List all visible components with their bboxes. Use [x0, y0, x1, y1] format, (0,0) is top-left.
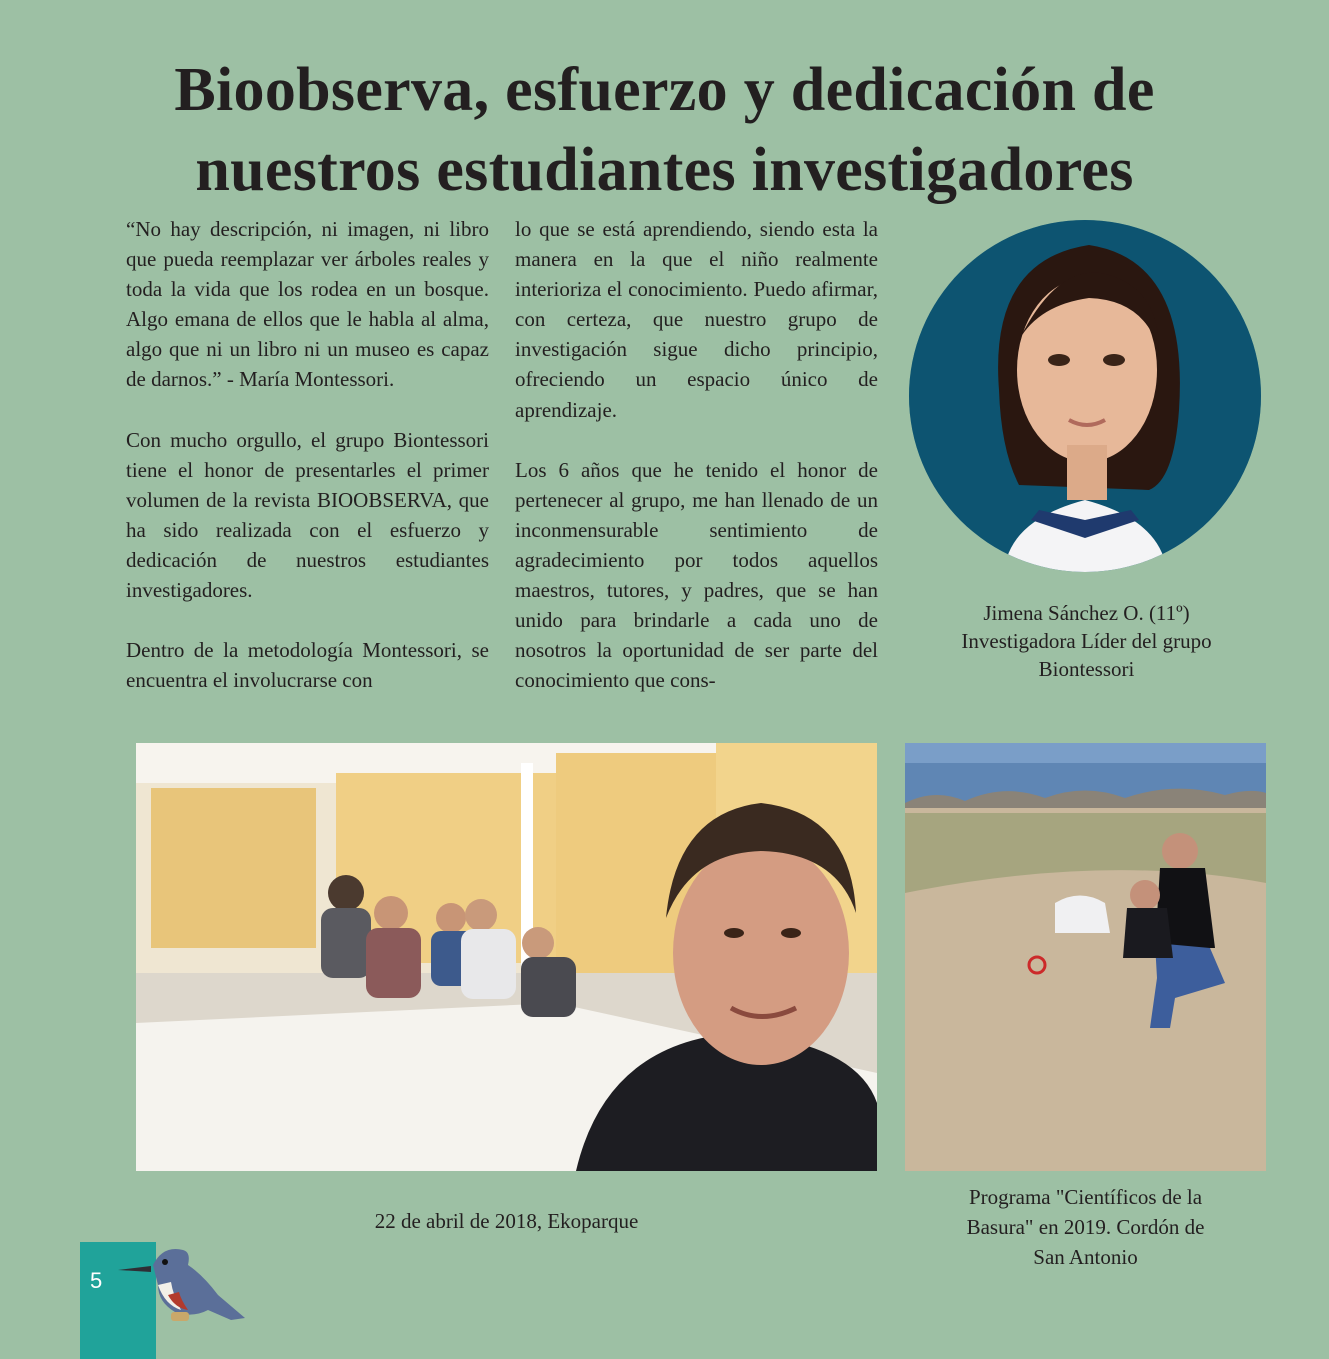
text-column-middle	[515, 214, 878, 725]
photo-side-caption-line-2: Basura" en 2019. Cordón de	[966, 1215, 1205, 1239]
title-line-2: nuestros estudiantes investigadores	[195, 136, 1134, 204]
photo-main-caption: 22 de abril de 2018, Ekoparque	[374, 1209, 639, 1233]
photo-side-caption	[905, 1182, 1266, 1272]
text-column-left	[126, 214, 489, 725]
method-paragraph: Dentro de la metodología Montessori, se encuentra el involucrarse con	[126, 638, 489, 693]
portrait-photo	[909, 220, 1261, 572]
portrait-caption	[905, 599, 1268, 683]
article-title	[0, 50, 1329, 210]
gratitude-paragraph: Los 6 años que he tenido el honor de pertenecer al grupo, me han llenado de un inconmensurable sentimiento de agradecimiento por todos aquellos maestros, tutores, y padres, que se han unido para brindarle a cada uno de nosotros la oportunidad de ser parte del conocimiento que cons-	[515, 457, 878, 693]
beach-cleanup-photo	[905, 743, 1266, 1171]
kingfisher-bird-icon	[113, 1240, 248, 1330]
method-continued-paragraph: lo que se está aprendiendo, siendo esta la manera en la que el niño realmente interioriza el conocimiento. Puedo afirmar, con certeza, que nuestro grupo de investigación sigue dicho principio, ofreciendo un espacio único de aprendizaje.	[515, 217, 878, 422]
page-number: 5	[90, 1268, 103, 1293]
photo-side-caption-line-3: San Antonio	[1033, 1245, 1138, 1269]
portrait-caption-group: Biontessori	[1038, 657, 1135, 681]
photo-side-caption-line-1: Programa "Científicos de la	[968, 1185, 1203, 1209]
group-selfie-photo	[136, 743, 877, 1171]
portrait-caption-name: Jimena Sánchez O. (11º)	[983, 601, 1190, 625]
intro-paragraph: Con mucho orgullo, el grupo Biontessori tiene el honor de presentarles el primer volumen de la revista BIOOBSERVA, que ha sido realizada con el esfuerzo y dedicación de nuestros estudiantes investigadores.	[126, 427, 489, 603]
quote-paragraph: “No hay descripción, ni imagen, ni libro que pueda reemplazar ver árboles reales y toda la vida que los rodea en un bosque. Algo emana de ellos que le habla al alma, algo que ni un libro ni un museo es capaz de darnos.” - María Montessori.	[126, 217, 489, 392]
portrait-caption-role: Investigadora Líder del grupo	[961, 629, 1212, 653]
title-line-1: Bioobserva, esfuerzo y dedicación de	[174, 56, 1155, 124]
